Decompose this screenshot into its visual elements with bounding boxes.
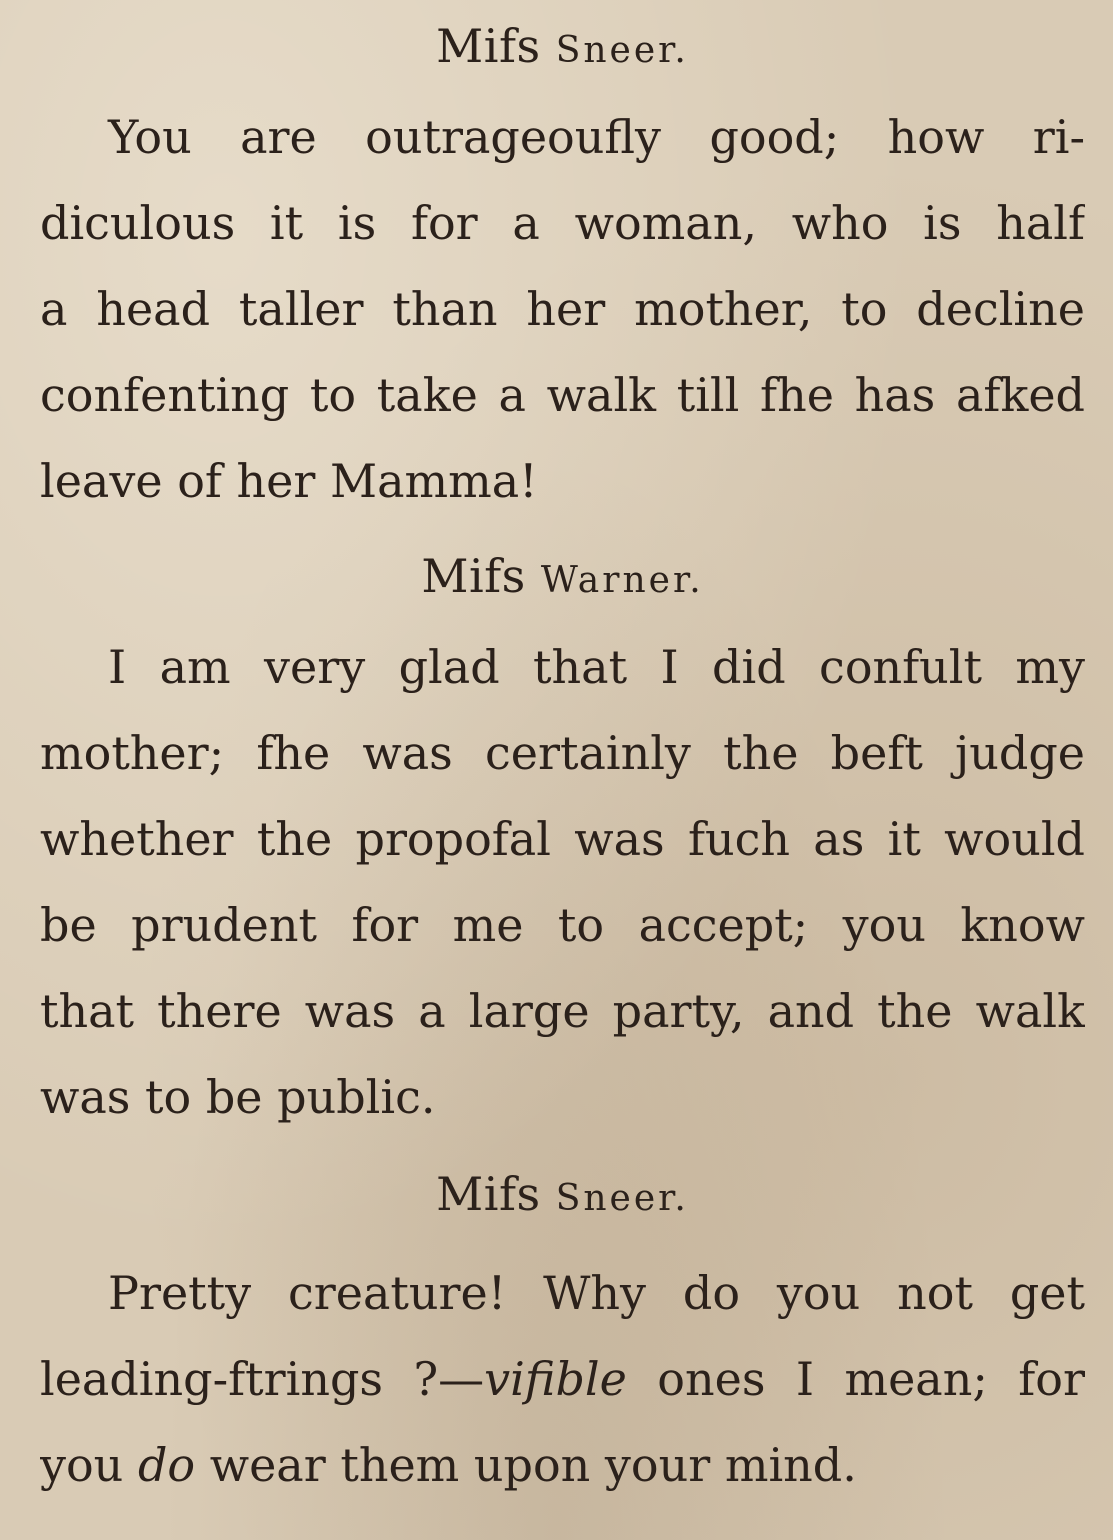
text-line: was to be public. xyxy=(40,1070,436,1124)
speaker-heading-sneer-2 xyxy=(40,1164,1085,1229)
speaker-heading-sneer-1 xyxy=(40,16,1085,81)
text-line: that there was a large party, and the walk xyxy=(40,984,1085,1038)
text-line: mother; fhe was certainly the beft judge xyxy=(40,726,1085,780)
text-line: a head taller than her mother, to decline xyxy=(40,282,1085,336)
text-line xyxy=(40,1422,1085,1508)
book-page xyxy=(40,0,1085,1540)
speaker-heading-warner xyxy=(40,546,1085,611)
text-line: You are outrageoufly good; how ri- xyxy=(108,110,1085,164)
speaker-prefix: Mifs xyxy=(436,1167,541,1221)
text-run: leading-ftrings ?— xyxy=(40,1352,485,1406)
speech-paragraph-sneer-1 xyxy=(40,94,1085,524)
speaker-name: Sneer. xyxy=(555,30,689,71)
speech-paragraph-warner xyxy=(40,624,1085,1140)
italic-emphasis: do xyxy=(137,1438,196,1492)
text-line xyxy=(40,1336,1085,1422)
text-line: confenting to take a walk till fhe has afked xyxy=(40,368,1085,422)
text-line: diculous it is for a woman, who is half xyxy=(40,196,1085,250)
speaker-prefix: Mifs xyxy=(436,19,541,73)
text-line: I am very glad that I did confult my xyxy=(108,640,1085,694)
speaker-prefix: Mifs xyxy=(421,549,526,603)
text-run: wear them upon your mind. xyxy=(195,1438,857,1492)
text-line: be prudent for me to accept; you know xyxy=(40,898,1085,952)
speech-paragraph-sneer-2 xyxy=(40,1250,1085,1508)
italic-emphasis: vifible xyxy=(484,1352,627,1406)
text-run: ones I mean; for xyxy=(626,1352,1085,1406)
text-run: you xyxy=(40,1438,138,1492)
text-line: Pretty creature! Why do you not get xyxy=(108,1266,1085,1320)
text-line: whether the propofal was fuch as it would xyxy=(40,812,1085,866)
text-line: leave of her Mamma! xyxy=(40,454,538,508)
speaker-name: Warner. xyxy=(540,560,704,601)
speaker-name: Sneer. xyxy=(555,1178,689,1219)
